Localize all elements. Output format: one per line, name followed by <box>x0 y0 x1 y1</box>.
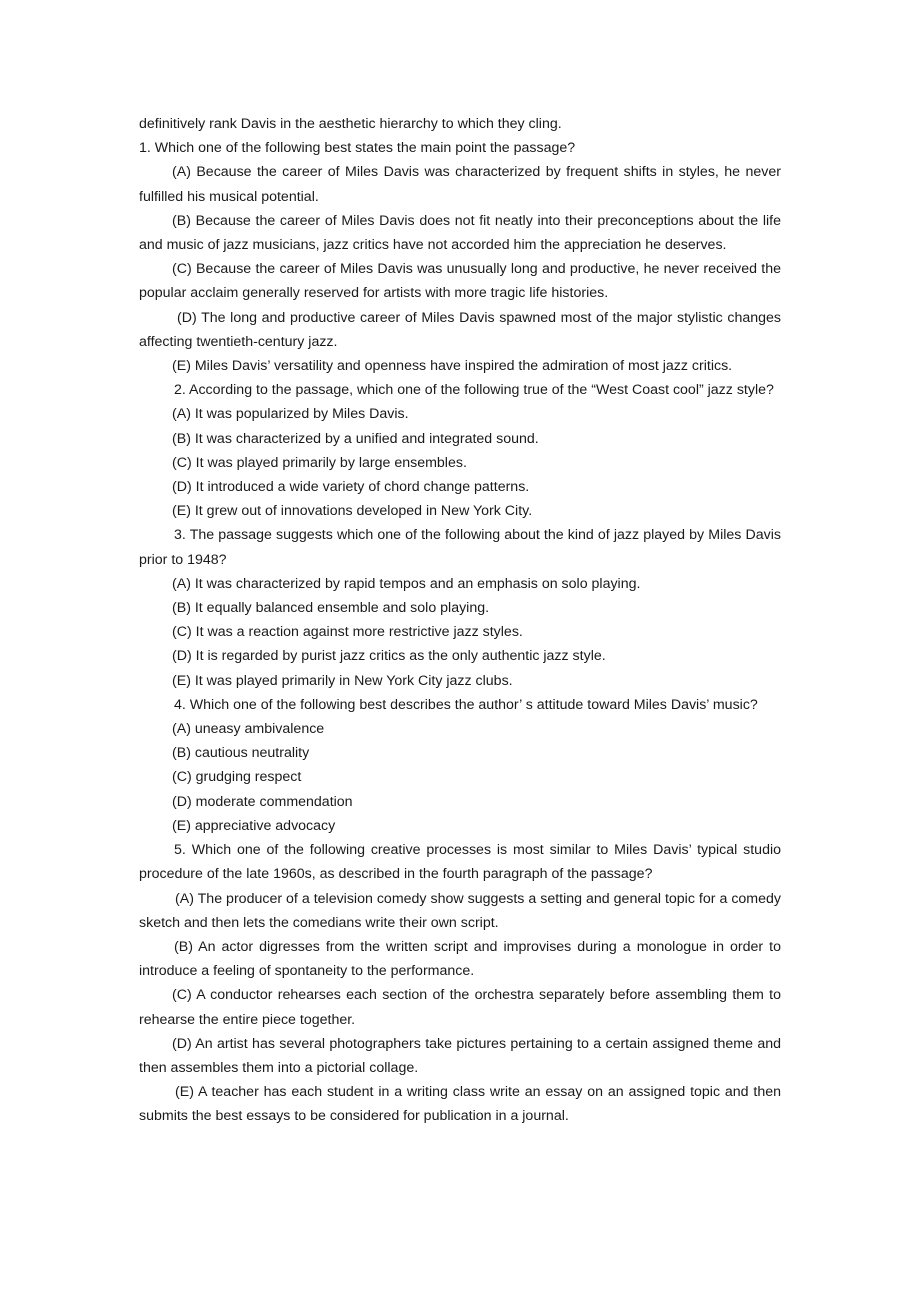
question-2-option-b: (B) It was characterized by a unified and integrated sound. <box>172 430 539 447</box>
question-3-option-a: (A) It was characterized by rapid tempos and an emphasis on solo playing. <box>172 575 641 592</box>
intro-line: definitively rank Davis in the aesthetic hierarchy to which they cling. <box>139 116 562 132</box>
question-1-option-e: (E) Miles Davis’ versatility and openness have inspired the admiration of most jazz critics. <box>172 358 733 375</box>
question-2-option-e: (E) It grew out of innovations developed in New York City. <box>172 503 533 520</box>
question-3-option-e: (E) It was played primarily in New York City jazz clubs. <box>172 672 513 689</box>
question-1-stem: 1. Which one of the following best states the main point the passage? <box>139 140 576 157</box>
question-3-option-c: (C) It was a reaction against more restrictive jazz styles. <box>172 624 523 641</box>
question-1-option-d: (D) The long and productive career of Miles Davis spawned most of the major stylistic changes affecting twentieth-century jazz. <box>139 309 781 350</box>
question-2-option-a: (A) It was popularized by Miles Davis. <box>172 406 409 423</box>
question-2-option-d: (D) It introduced a wide variety of chord change patterns. <box>172 479 530 496</box>
question-3-option-d: (D) It is regarded by purist jazz critics as the only authentic jazz style. <box>172 648 606 665</box>
question-4-option-c: (C) grudging respect <box>172 769 302 786</box>
question-5-option-e: (E) A teacher has each student in a writing class write an essay on an assigned topic and then submits the best essays to be considered for publication in a journal. <box>139 1084 781 1125</box>
question-5-option-a: (A) The producer of a television comedy show suggests a setting and general topic for a comedy sketch and then lets the comedians write their own script. <box>139 890 781 931</box>
question-3-stem: 3. The passage suggests which one of the following about the kind of jazz played by Miles Davis prior to 1948? <box>139 527 781 568</box>
question-5-stem: 5. Which one of the following creative processes is most similar to Miles Davis’ typical studio procedure of the late 1960s, as described in the fourth paragraph of the passage? <box>139 842 781 883</box>
question-4-option-e: (E) appreciative advocacy <box>172 817 336 834</box>
question-1-option-a: (A) Because the career of Miles Davis was characterized by frequent shifts in styles, he never fulfilled his musical potential. <box>139 164 781 205</box>
question-4-stem: 4. Which one of the following best describes the author’ s attitude toward Miles Davis’ music? <box>174 696 758 713</box>
question-4-option-a: (A) uneasy ambivalence <box>172 721 325 738</box>
question-2-stem: 2. According to the passage, which one of the following true of the “West Coast cool” jazz style? <box>174 382 774 399</box>
question-4-option-b: (B) cautious neutrality <box>172 745 310 762</box>
question-1-option-c: (C) Because the career of Miles Davis was unusually long and productive, he never received the popular acclaim generally reserved for artists with more tragic life histories. <box>139 261 781 302</box>
question-4-option-d: (D) moderate commendation <box>172 793 353 810</box>
document-page <box>139 112 781 1129</box>
question-5-option-c: (C) A conductor rehearses each section of the orchestra separately before assembling them to rehearse the entire piece together. <box>139 987 781 1028</box>
question-3-option-b: (B) It equally balanced ensemble and solo playing. <box>172 600 490 617</box>
question-2-option-c: (C) It was played primarily by large ensembles. <box>172 454 467 471</box>
question-5-option-d: (D) An artist has several photographers take pictures pertaining to a certain assigned theme and then assembles them into a pictorial collage. <box>139 1035 781 1076</box>
question-1-option-b: (B) Because the career of Miles Davis does not fit neatly into their preconceptions about the life and music of jazz musicians, jazz critics have not accorded him the appreciation he deserves. <box>139 212 781 254</box>
question-5-option-b: (B) An actor digresses from the written script and improvises during a monologue in order to introduce a feeling of spontaneity to the performance. <box>139 938 781 980</box>
